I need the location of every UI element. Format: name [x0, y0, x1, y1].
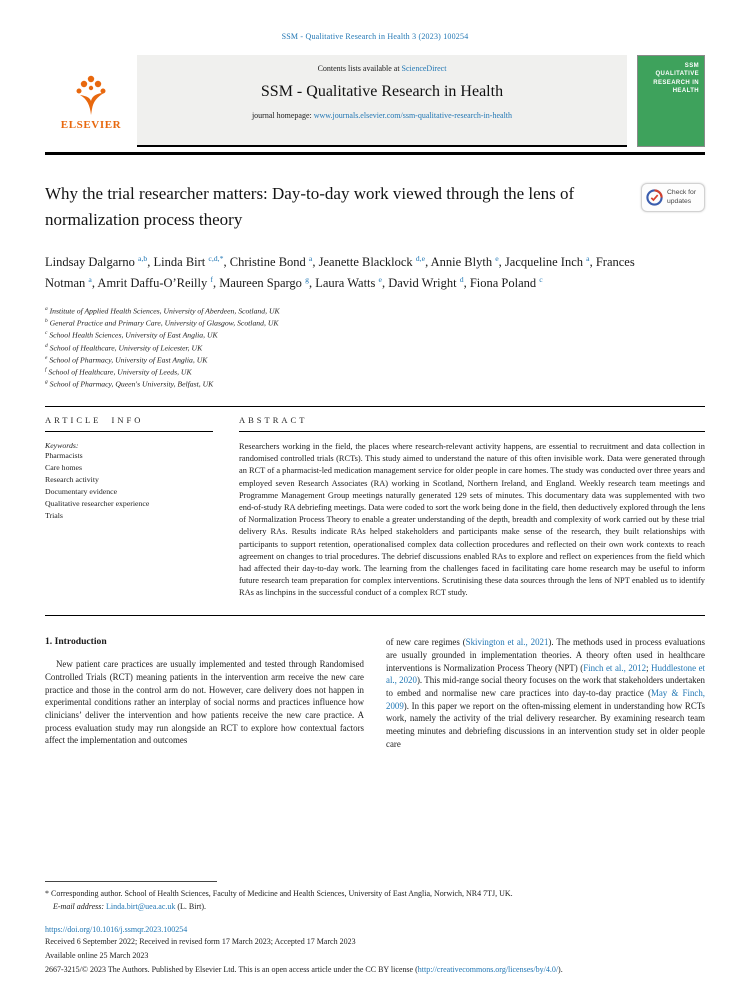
footnote-rule [45, 881, 217, 882]
author-affiliation-sup: e [378, 274, 382, 284]
affiliation-item [45, 317, 705, 329]
elsevier-logo[interactable] [45, 55, 137, 147]
author-affiliation-sup: d [459, 274, 464, 284]
text-run: , Fiona Poland [463, 275, 540, 290]
text-run: , David Wright [381, 275, 460, 290]
journal-title: SSM - Qualitative Research in Health [260, 83, 504, 100]
corresponding-author-note [45, 888, 705, 900]
cover-title-line: RESEARCH IN [653, 79, 699, 86]
citation-huddlestone-2020[interactable]: Huddlestone et al., 2020 [386, 662, 706, 686]
email-note [45, 901, 705, 913]
journal-homepage-link[interactable]: www.journals.elsevier.com/ssm-qualitative-research-in-health [313, 111, 513, 120]
crossmark-icon [646, 189, 663, 206]
check-updates-badge[interactable] [641, 183, 705, 212]
affiliation-letter: f [45, 366, 47, 373]
keyword-item: Qualitative researcher experience [45, 499, 150, 509]
affiliation-letter: a [45, 306, 48, 313]
body-right-column [386, 636, 705, 750]
keyword-item: Care homes [45, 463, 83, 473]
affiliation-letter: e [45, 354, 48, 361]
author-affiliation-sup: a,b [138, 253, 148, 263]
author-affiliation-sup: e [495, 253, 499, 263]
affiliation-letter: b [45, 318, 48, 325]
author-list [45, 252, 652, 293]
abstract-heading: ABSTRACT [239, 407, 705, 432]
keyword-item: Research activity [45, 475, 99, 485]
text-run: , Frances Notman [45, 255, 635, 290]
text-run: journal homepage: [251, 111, 314, 120]
sciencedirect-link[interactable]: ScienceDirect [401, 64, 447, 73]
email-link[interactable]: Linda.birt@uea.ac.uk [106, 901, 176, 911]
text-run: of new care regimes ( [386, 637, 466, 648]
text-run: , Jeanette Blacklock [312, 255, 416, 269]
text-run: E-mail address: [53, 901, 107, 911]
author-affiliation-sup: a [586, 253, 590, 263]
text-run: ). In this paper we report on the often-missing element in understanding how RCTs work, namely the activity of the trial delivery researcher. By examining research team meeting minutes and debriefing discussions in an intervention study set in older people care [386, 700, 705, 749]
affiliation-letter: c [45, 330, 48, 337]
article-title: Why the trial researcher matters: Day-to-day work viewed through the lens of normalization process theory [45, 184, 575, 229]
section-heading-introduction: 1. Introduction [45, 636, 107, 648]
text-run: ). [558, 965, 563, 974]
text-run: * Corresponding author. School of Health Sciences, Faculty of Medicine and Health Sciences, University of East Anglia, Norwich, NR4 7TJ, UK. [45, 889, 513, 899]
affiliation-item [45, 378, 705, 390]
journal-reference-link[interactable]: SSM - Qualitative Research in Health 3 (2023) 100254 [281, 32, 469, 41]
text-run: , Jacqueline Inch [498, 255, 587, 269]
text-run: , Laura Watts [308, 275, 379, 290]
text-run: (L. Birt). [175, 901, 207, 911]
header-rule [45, 152, 705, 155]
text-run: 2667-3215/© 2023 The Authors. Published by Elsevier Ltd. This is an open access article under the CC BY license ( [45, 965, 418, 974]
cover-title-line: QUALITATIVE [655, 71, 699, 78]
abstract-column [239, 407, 705, 599]
affiliation-item [45, 342, 705, 354]
affiliation-item [45, 366, 705, 378]
affiliations-list [45, 305, 705, 390]
text-run: ; [646, 662, 652, 673]
affiliation-item [45, 305, 705, 317]
affiliation-text: School of Healthcare, University of Leicester, UK [47, 343, 203, 353]
text-run: ). The methods used in process evaluations are usually grounded in implementation theories. A theory often used in healthcare interventions is Normalization Process Theory (NPT) ( [386, 637, 705, 673]
text-run: , Christine Bond [223, 255, 309, 269]
cover-title-line: SSM [684, 63, 699, 69]
abstract-text: Researchers working in the field, the places where research-relevant activity happens, are essential to recruitment and data collection in randomised controlled trials (RCTs). This study aimed to understand the nature of this often invisible work. Data were generated through an RCT of a pharmacist-led medication management service for older people in care homes. The study was conducted over three years and employed seven Research Associates (RA) working in Scotland, Northern Ireland, and England. Weekly research team meetings and Programme Management Group meetings naturally generated 129 sets of minutes. This documentary data was supplemented with two end-of-study RA debriefing meetings. Data were coded to sort the work being done in the field, then deductively explored through the lens of Normalization Process Theory to enable a greater understanding of the depth, breadth and complexity of work carried out by these trial delivery RAs. Results indicate RAs helped stakeholders and participants make sense of the research, they built relationships with participants to support retention, operationalised complex data collection procedures and reflected on their own work contexts to reach agreement on changes to trial procedures. The debrief discussions enabled RAs to explore and reflect on experiences from the field which had affected their day-to-day work. The learning from the challenges faced in facilitating care home research may be useful to inform future research team preparation for complex interventions. Scrutinising these data sources through the lens of NPT enabled us to identify RAs as linchpins in the successful conduct of a complex RCT study. [239, 442, 705, 598]
cc-license-link[interactable]: http://creativecommons.org/licenses/by/4.0/ [417, 965, 559, 974]
affiliation-text: School of Pharmacy, Queen's University, Belfast, UK [47, 379, 214, 389]
affiliation-item [45, 329, 705, 341]
text-run: Contents lists available at [317, 64, 402, 73]
available-online-line: Available online 25 March 2023 [45, 951, 149, 960]
author-affiliation-sup: g [305, 274, 309, 284]
author-affiliation-sup: a [308, 253, 313, 263]
affiliation-text: School of Healthcare, University of Leeds, UK [46, 367, 192, 377]
elsevier-tree-icon [70, 71, 112, 117]
copyright-line [45, 964, 705, 976]
journal-cover-area [627, 55, 705, 147]
check-updates-label: Check for updates [667, 189, 697, 205]
author-affiliation-sup: d,e [415, 253, 426, 263]
article-info-heading: ARTICLE INFO [45, 407, 213, 432]
keywords-list [45, 450, 213, 522]
affiliation-letter: g [45, 378, 48, 385]
affiliation-letter: d [45, 342, 48, 349]
journal-header [45, 55, 705, 147]
text-run: , Linda Birt [147, 255, 209, 269]
citation-skivington-2021[interactable]: Skivington et al., 2021 [465, 637, 549, 648]
page-footer [45, 881, 705, 976]
elsevier-wordmark: ELSEVIER [60, 119, 122, 131]
body-columns [45, 636, 705, 750]
journal-cover-thumbnail[interactable] [637, 55, 705, 147]
intro-paragraph-left: New patient care practices are usually implemented and tested through Randomised Controlled Trials (RCT) meaning patients in the intervention arm receive the new care practice and those in the control arm do not. However, care delivery does not happen in experimental conditions rather an interplay of social norms and practices influence how clinicians’ deliver the intervention and how patients receive the new care practice. A process evaluation study may run alongside an RCT to explore how contextual factors affect the implementation and outcomes [45, 659, 364, 746]
text-run: Lindsay Dalgarno [45, 255, 139, 269]
text-run: , Annie Blyth [425, 255, 496, 269]
received-dates-line: Received 6 September 2022; Received in revised form 17 March 2023; Accepted 17 March 2023 [45, 937, 356, 946]
homepage-line [252, 111, 512, 129]
keyword-item: Documentary evidence [45, 487, 118, 497]
doi-link[interactable]: https://doi.org/10.1016/j.ssmqr.2023.100254 [45, 925, 188, 934]
author-affiliation-sup: c,d,* [208, 253, 224, 263]
text-run: , Amrit Daffu-O’Reilly [91, 275, 211, 290]
affiliation-text: Institute of Applied Health Sciences, University of Aberdeen, Scotland, UK [47, 306, 280, 316]
contents-line [318, 64, 447, 73]
body-left-column [45, 636, 364, 750]
citation-finch-2012[interactable]: Finch et al., 2012 [583, 662, 647, 673]
author-affiliation-sup: f [210, 274, 213, 284]
journal-banner [137, 55, 627, 147]
author-affiliation-sup: c [539, 274, 543, 284]
keywords-label: Keywords: [45, 441, 79, 451]
article-info-column [45, 407, 213, 599]
affiliation-text: School Health Sciences, University of East Anglia, UK [47, 331, 218, 341]
affiliation-text: General Practice and Primary Care, University of Glasgow, Scotland, UK [47, 318, 279, 328]
affiliation-item [45, 354, 705, 366]
text-run: , Maureen Spargo [212, 275, 306, 290]
title-row [45, 181, 705, 232]
citation-may-finch-2009[interactable]: May & Finch, 2009 [386, 688, 705, 711]
text-run: ). This mid-range social theory focuses on the work that stakeholders undertaken to embed and normalise new care practices into day-to-day practice ( [386, 675, 705, 699]
affiliation-text: School of Pharmacy, University of East Anglia, UK [47, 355, 208, 365]
cover-title-line: HEALTH [672, 88, 699, 95]
author-affiliation-sup: a [88, 274, 92, 284]
keyword-item: Pharmacists [45, 451, 83, 461]
keyword-item: Trials [45, 511, 63, 521]
article-info-abstract-block [45, 406, 705, 616]
intro-paragraph-right [386, 636, 705, 750]
